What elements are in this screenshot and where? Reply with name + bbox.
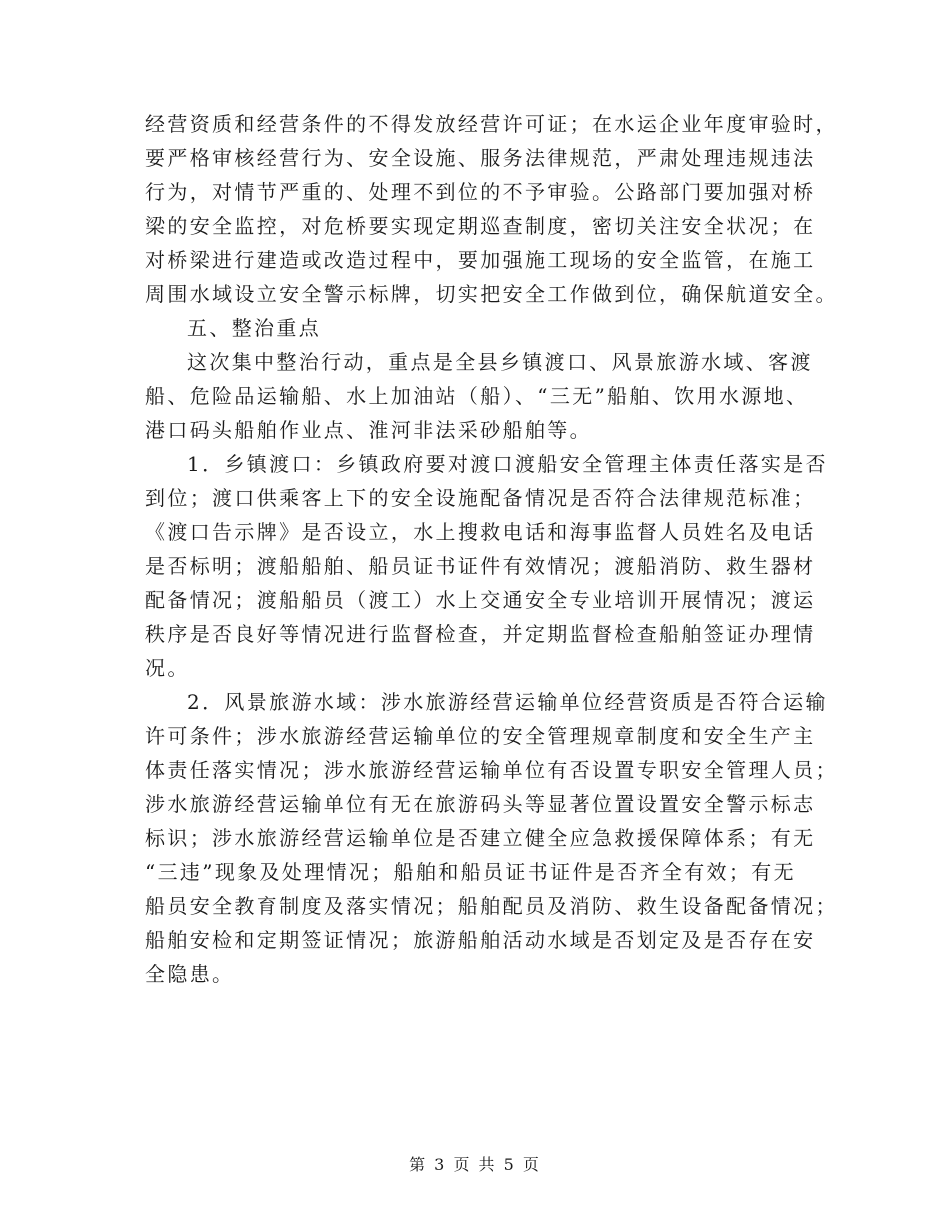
paragraph-line: 港口码头船舶作业点、淮河非法采砂船舶等。	[145, 418, 592, 442]
paragraph-line: 1．乡镇渡口：乡镇政府要对渡口渡船安全管理主体责任落实是否	[187, 452, 828, 476]
document-body	[145, 107, 838, 991]
section-heading: 五、整治重点	[187, 316, 322, 340]
paragraph-line: 配备情况；渡船船员（渡工）水上交通安全专业培训开展情况；渡运	[145, 588, 816, 612]
paragraph-line: 标识；涉水旅游经营运输单位是否建立健全应急救援保障体系；有无	[145, 826, 816, 850]
paragraph-line: 《渡口告示牌》是否设立，水上搜救电话和海事监督人员姓名及电话	[145, 520, 816, 544]
paragraph-line: “三违”现象及处理情况；船舶和船员证书证件是否齐全有效；有无	[145, 860, 796, 884]
paragraph-line: 船舶安检和定期签证情况；旅游船舶活动水域是否划定及是否存在安	[145, 928, 816, 952]
paragraph-line: 要严格审核经营行为、安全设施、服务法律规范，严肃处理违规违法	[145, 146, 816, 170]
paragraph-line: 是否标明；渡船船舶、船员证书证件有效情况；渡船消防、救生器材	[145, 554, 816, 578]
page-number: 第 3 页 共 5 页	[409, 1155, 541, 1174]
paragraph-line: 这次集中整治行动，重点是全县乡镇渡口、风景旅游水域、客渡	[187, 350, 813, 374]
paragraph-line: 许可条件；涉水旅游经营运输单位的安全管理规章制度和安全生产主	[145, 724, 816, 748]
paragraph-line: 2．风景旅游水域：涉水旅游经营运输单位经营资质是否符合运输	[187, 690, 828, 714]
paragraph-line: 经营资质和经营条件的不得发放经营许可证；在水运企业年度审验时，	[145, 112, 838, 136]
paragraph-line: 秩序是否良好等情况进行监督检查，并定期监督检查船舶签证办理情	[145, 622, 816, 646]
paragraph-line: 周围水域设立安全警示标牌，切实把安全工作做到位，确保航道安全。	[145, 282, 838, 306]
paragraph-line: 梁的安全监控，对危桥要实现定期巡查制度，密切关注安全状况；在	[145, 214, 816, 238]
paragraph-line: 体责任落实情况；涉水旅游经营运输单位有否设置专职安全管理人员；	[145, 758, 838, 782]
paragraph-line: 船、危险品运输船、水上加油站（船）、“三无”船舶、饮用水源地、	[145, 384, 809, 408]
paragraph-line: 行为，对情节严重的、处理不到位的不予审验。公路部门要加强对桥	[145, 180, 816, 204]
paragraph-line: 涉水旅游经营运输单位有无在旅游码头等显著位置设置安全警示标志	[145, 792, 816, 816]
paragraph-line: 全隐患。	[145, 962, 235, 986]
paragraph-line: 对桥梁进行建造或改造过程中，要加强施工现场的安全监管，在施工	[145, 248, 816, 272]
paragraph-line: 到位；渡口供乘客上下的安全设施配备情况是否符合法律规范标准；	[145, 486, 816, 510]
paragraph-line: 况。	[145, 656, 190, 680]
paragraph-line: 船员安全教育制度及落实情况；船舶配员及消防、救生设备配备情况；	[145, 894, 838, 918]
